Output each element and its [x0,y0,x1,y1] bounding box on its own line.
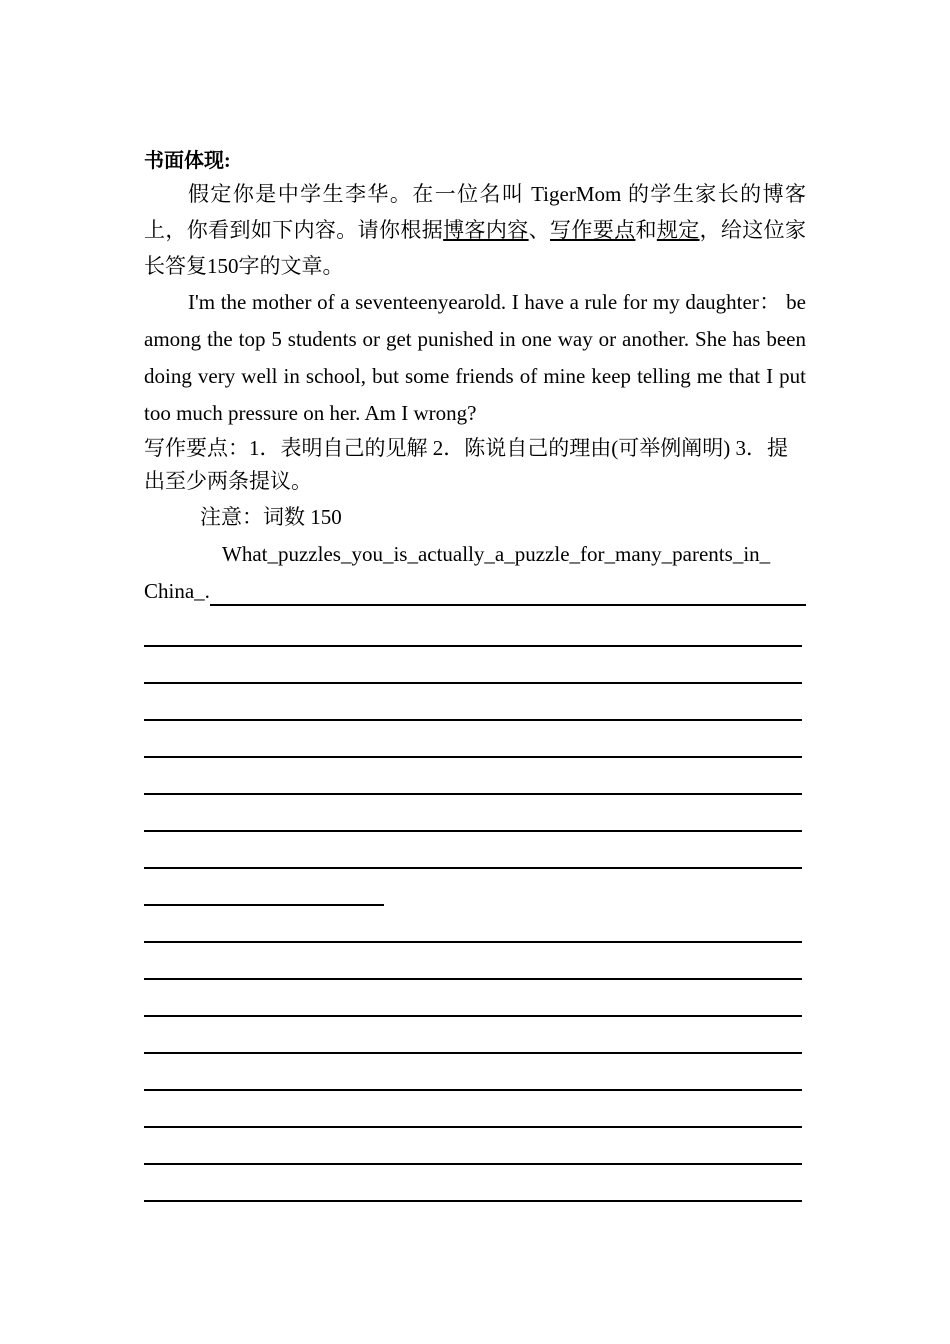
answer-line[interactable] [144,610,806,647]
blog-post-text: I'm the mother of a seventeenyearold. I have a rule for my daughter： be among the top 5 students or get punished in one way or another. She has been doing very well in school, but some friends of mine keep telling me that I put too much pressure on her. Am I wrong? [144,290,806,425]
essay-opening-line-1: What_puzzles_you_is_actually_a_puzzle_for_many_parents_in_ [222,542,771,566]
answer-line[interactable] [144,1091,806,1128]
underlined-writing-points: 写作要点 [549,218,636,242]
answer-line-short[interactable] [144,869,806,906]
answer-line[interactable] [144,795,806,832]
intro-separator: 、 [528,218,550,242]
section-heading: 书面体现: [144,150,231,172]
underlined-blog-content: 博客内容 [443,218,529,242]
document-page [144,146,806,1202]
answer-line[interactable] [144,1054,806,1091]
underlined-rules: 规定 [656,218,700,242]
essay-opening-line-2[interactable] [144,573,806,610]
writing-points: 写作要点：1．表明自己的见解 2．陈说自己的理由(可举例阐明) 3．提出至少两条提议。 [144,436,788,493]
answer-line[interactable] [144,1017,806,1054]
answer-line[interactable] [144,684,806,721]
word-count-note: 注意：词数 150 [200,505,342,529]
intro-text-1: 假定你是中学生李华。在一位名叫 TigerMom 的学生家长的博客上，你看到如下内容。请你根据 [144,182,806,242]
essay-opening-text: China_. [144,579,210,603]
answer-line[interactable] [144,721,806,758]
answer-line[interactable] [144,1128,806,1165]
intro-and: 和 [635,218,657,242]
answer-line[interactable] [144,1165,806,1202]
answer-line[interactable] [144,980,806,1017]
answer-line[interactable] [144,906,806,943]
intro-text-2: ，给这位家长答复150字的文章。 [144,218,807,278]
answer-line[interactable] [144,758,806,795]
answer-line[interactable] [144,647,806,684]
answer-line[interactable] [144,943,806,980]
answer-line[interactable] [144,832,806,869]
answer-lines[interactable] [144,610,806,1202]
task-instructions [144,176,806,284]
answer-blank[interactable] [210,576,806,606]
